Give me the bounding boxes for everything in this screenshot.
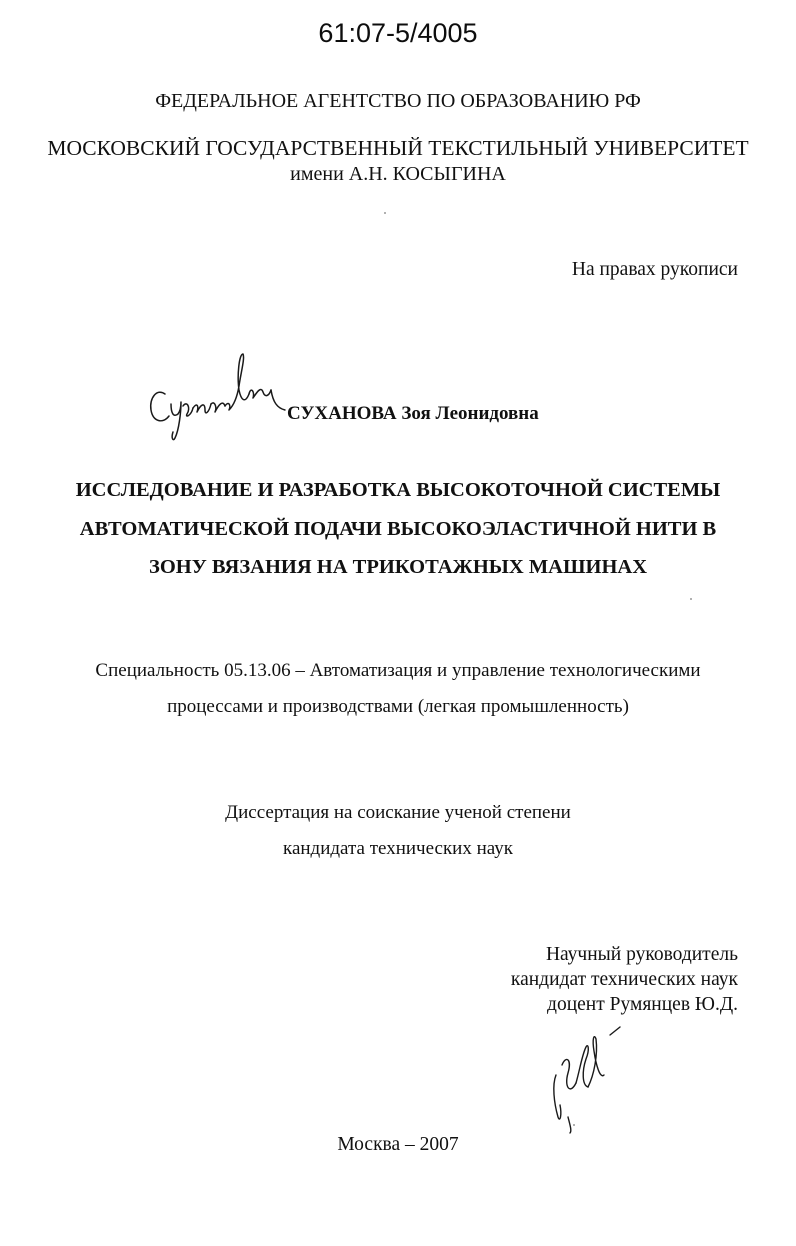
scan-speck [384,212,386,214]
supervisor-line: кандидат технических наук [510,969,738,990]
specialty-block [0,653,796,725]
specialty-line: процессами и производствами (легкая промышленность) [167,696,629,717]
author-signature [145,346,290,451]
degree-line: Диссертация на соискание ученой степени [225,802,571,823]
place-year: Москва – 2007 [337,1134,459,1155]
supervisor-line: Научный руководитель [545,944,738,965]
catalog-number: 61:07-5/4005 [318,18,478,48]
scan-speck [573,1124,575,1126]
degree-block [0,795,796,867]
specialty-line: Специальность 05.13.06 – Автоматизация и управление технологическими [95,660,701,681]
title-line: АВТОМАТИЧЕСКОЙ ПОДАЧИ ВЫСОКОЭЛАСТИЧНОЙ НИТИ В [79,517,717,540]
university-heading: МОСКОВСКИЙ ГОСУДАРСТВЕННЫЙ ТЕКСТИЛЬНЫЙ УНИВЕРСИТЕТ [47,136,749,160]
author-name: СУХАНОВА Зоя Леонидовна [287,403,539,424]
scan-speck [690,598,692,600]
title-line: ЗОНУ ВЯЗАНИЯ НА ТРИКОТАЖНЫХ МАШИНАХ [149,556,647,578]
university-name: имени А.Н. КОСЫГИНА [290,163,506,185]
degree-line: кандидата технических наук [283,838,513,859]
supervisor-signature [548,1025,628,1140]
author-signature-drawing [145,346,290,446]
rights-note: На правах рукописи [571,259,738,280]
title-line: ИССЛЕДОВАНИЕ И РАЗРАБОТКА ВЫСОКОТОЧНОЙ СИСТЕМЫ [75,479,721,501]
agency-heading: ФЕДЕРАЛЬНОЕ АГЕНТСТВО ПО ОБРАЗОВАНИЮ РФ [155,90,641,112]
dissertation-title [0,471,796,587]
supervisor-line: доцент Румянцев Ю.Д. [547,994,738,1015]
supervisor-block [511,942,738,1017]
supervisor-signature-drawing [548,1025,628,1135]
